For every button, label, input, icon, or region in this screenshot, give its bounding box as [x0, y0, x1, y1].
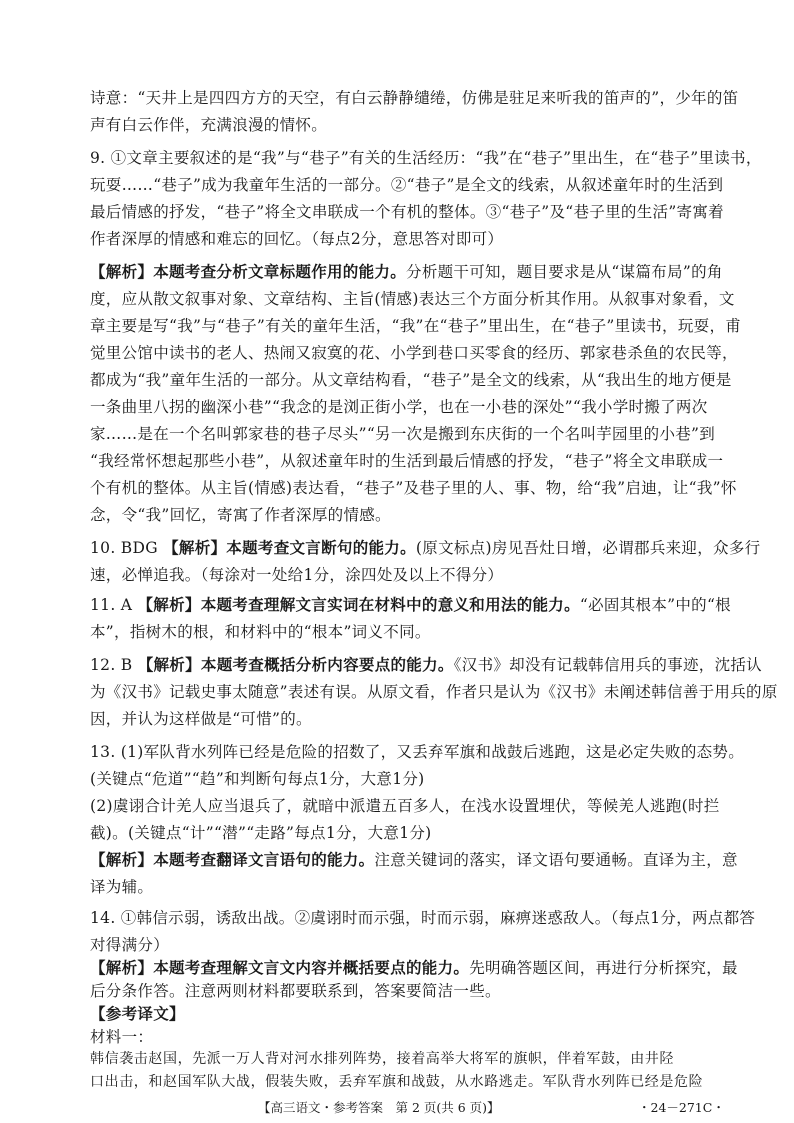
- text-line: [90, 111, 327, 139]
- text-line: [90, 678, 778, 706]
- text-line: [90, 792, 720, 820]
- line-text: 12. B: [90, 656, 138, 674]
- text-line: [90, 420, 715, 448]
- line-text: 截)。(关键点“计”“潜”“走路”每点1分，大意1分): [90, 824, 432, 842]
- line-text: 后分条作答。注意两则材料都要联系到，答案要简洁一些。: [90, 982, 501, 1000]
- line-text: “我经常怀想起那些小巷”，从叙述童年时的生活到最后情感的抒发，“巷子”将全文串联成一: [90, 452, 724, 470]
- line-text: 11. A: [90, 596, 138, 614]
- line-text: 个有机的整体。从主旨(情感)表达看，“巷子”及巷子里的人、事、物，给“我”启迪，让“我”怀: [90, 479, 737, 497]
- text-line: [90, 171, 723, 199]
- line-text: 13. (1)军队背水列阵已经是危险的招数了，又丢弃军旗和战鼓后逃跑，这是必定失败的态势。: [90, 743, 745, 761]
- text-line: [90, 285, 735, 313]
- footer-page-info: 【高三语文・参考答案 第 2 页(共 6 页)】: [258, 1100, 500, 1115]
- text-line: [90, 846, 738, 874]
- text-line: [90, 501, 391, 529]
- text-line: [90, 474, 737, 502]
- line-text: (2)虞诩合计羌人应当退兵了，就暗中派遣五百多人，在浅水设置埋伏，等候羌人逃跑(时拦: [90, 797, 720, 815]
- text-line: [90, 339, 738, 367]
- text-line: [90, 447, 723, 475]
- line-text: 都成为“我”童年生活的一部分。从文章结构看，“巷子”是全文的线索，从“我出生的地方便是: [90, 371, 732, 389]
- line-text-rest: 《汉书》却没有记载韩信用兵的事迹，沈括认: [453, 656, 762, 674]
- analysis-label: 【解析】本题考查理解文言文内容并概括要点的能力。: [90, 958, 470, 977]
- line-text: 念，令“我”回忆，寄寓了作者深厚的情感。: [90, 506, 391, 524]
- line-text-rest: 分析题干可知，题目要求是从“谋篇布局”的角: [406, 263, 723, 281]
- line-text-rest: 注意关键词的落实，译文语句要通畅。直译为主，意: [374, 851, 738, 869]
- analysis-label: 【解析】本题考查理解文言实词在材料中的意义和用法的能力。: [137, 595, 580, 614]
- text-line: [90, 873, 153, 901]
- text-line: [90, 705, 312, 733]
- line-text: 速，必惮追我。（每涂对一处给1分，涂四处及以上不得分）: [90, 566, 504, 584]
- analysis-label: 【解析】本题考查翻译文言语句的能力。: [90, 850, 375, 869]
- line-text: 韩信袭击赵国，先派一万人背对河水排列阵势，接着高举大将军的旗帜，伴着军鼓，由井陉: [90, 1051, 674, 1067]
- line-text-rest: (原文标点)房见吾灶日增，必谓郡兵来迎，众多行: [415, 539, 761, 557]
- analysis-label: 【解析】本题考查概括分析内容要点的能力。: [137, 655, 454, 674]
- line-text: 10. BDG: [90, 539, 164, 557]
- line-text: 因，并认为这样做是“可惜”的。: [90, 710, 312, 728]
- text-line: [90, 561, 503, 589]
- footer-document-code: ・24－271C・: [638, 1100, 725, 1115]
- line-text: 本”，指树木的根，和材料中的“根本”词义不同。: [90, 623, 431, 641]
- line-text: 诗意：“天井上是四四方方的天空，有白云静静缱绻，仿佛是驻足来听我的笛声的”，少年的笛: [90, 89, 739, 107]
- analysis-label: 【解析】本题考查文言断句的能力。: [163, 538, 416, 557]
- text-line: [90, 651, 762, 679]
- line-text: 一条曲里八拐的幽深小巷”“我念的是浏正街小学，也在一小巷的深处”“我小学时搬了两次: [90, 398, 708, 416]
- text-line: [90, 738, 744, 766]
- line-text-rest: “必固其根本”中的“根: [579, 596, 731, 614]
- line-text: 为《汉书》记载史事太随意”表述有误。从原文看，作者只是认为《汉书》未阐述韩信善于用兵的原: [90, 683, 778, 701]
- line-text-rest: 先明确答题区间，再进行分析探究，最: [469, 959, 738, 977]
- text-line: [90, 144, 762, 172]
- line-text: (关键点“危道”“趋”和判断句每点1分，大意1分): [90, 770, 425, 788]
- line-text: 觉里公馆中读书的老人、热闹又寂寞的花、小学到巷口买零食的经历、郭家巷杀鱼的农民等，: [90, 344, 738, 362]
- line-text: 作者深厚的情感和难忘的回忆。（每点2分，意思答对即可）: [90, 230, 504, 248]
- line-text: 家……是在一个名叫郭家巷的巷子尽头”“另一次是搬到东庆街的一个名叫芋园里的小巷”到: [90, 425, 716, 443]
- text-line: [90, 84, 738, 112]
- line-text: 章主要是写“我”与“巷子”有关的童年生活，“我”在“巷子”里出生，在“巷子”里读书，玩耍，甫: [90, 317, 742, 335]
- text-line: [90, 312, 741, 340]
- line-text: 最后情感的抒发，“巷子”将全文串联成一个有机的整体。③“巷子”及“巷子里的生活”寄寓着: [90, 203, 724, 221]
- line-text: 对得满分）: [90, 936, 170, 954]
- text-line: [90, 618, 431, 646]
- text-line: [90, 904, 755, 932]
- page-footer: [0, 1098, 794, 1118]
- text-line: [90, 534, 760, 562]
- text-line: [90, 1069, 703, 1096]
- line-text: 译为辅。: [90, 878, 154, 896]
- text-line: [90, 819, 432, 847]
- line-text: 材料一：: [90, 1028, 154, 1046]
- text-line: [90, 765, 425, 793]
- line-text: 9. ①文章主要叙述的是“我”与“巷子”有关的生活经历：“我”在“巷子”里出生，在“巷子”里读书，: [90, 149, 762, 167]
- text-line: [90, 225, 503, 253]
- analysis-label: 【解析】本题考查分析文章标题作用的能力。: [90, 262, 407, 281]
- line-text: 声有白云作伴，充满浪漫的情怀。: [90, 116, 328, 134]
- analysis-label: 【参考译文】: [90, 1004, 185, 1023]
- line-text: 口出击，和赵国军队大战，假装失败，丢弃军旗和战鼓，从水路逃走。军队背水列阵已经是危险: [90, 1074, 704, 1090]
- text-line: [90, 393, 708, 421]
- text-line: [90, 258, 723, 286]
- line-text: 14. ①韩信示弱，诱敌出战。②虞诩时而示强，时而示弱，麻痹迷惑敌人。（每点1分，两点都答: [90, 909, 756, 927]
- text-line: [90, 198, 724, 226]
- text-line: [90, 366, 732, 394]
- line-text: 玩耍……“巷子”成为我童年生活的一部分。②“巷子”是全文的线索，从叙述童年时的生活到: [90, 176, 724, 194]
- line-text: 度，应从散文叙事对象、文章结构、主旨(情感)表达三个方面分析其作用。从叙事对象看，文: [90, 290, 735, 308]
- text-line: [90, 591, 731, 619]
